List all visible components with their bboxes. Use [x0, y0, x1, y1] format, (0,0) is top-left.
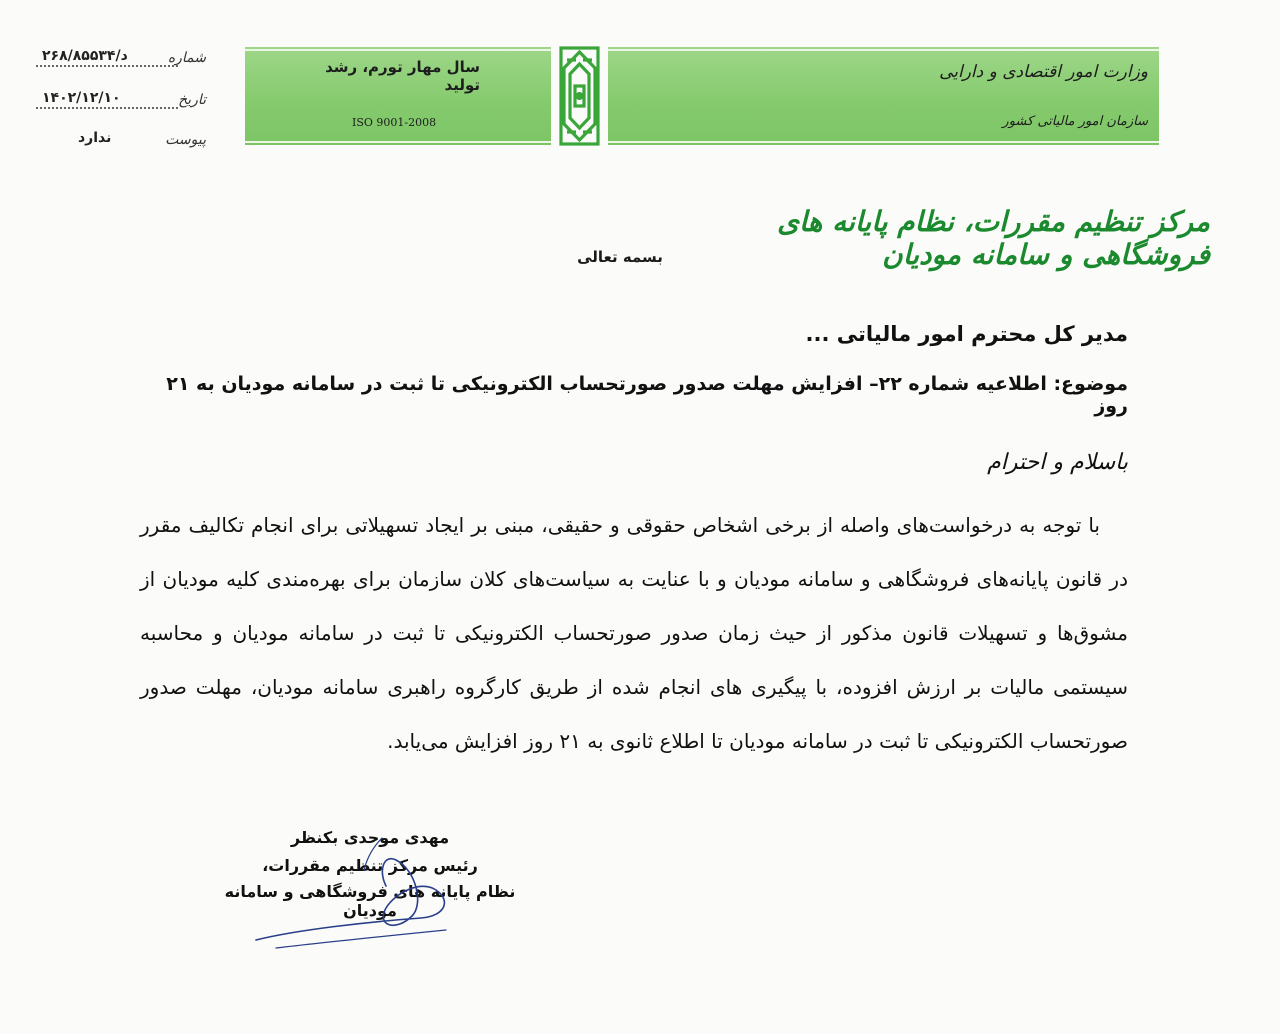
letter-body: با توجه به درخواست‌های واصله از برخی اشخاص حقوقی و حقیقی، مبنی بر ایجاد تسهیلاتی برای انجام تکالیف مقرر در قانون پایانه‌های فروشگاهی و سامانه مودیان و با عنایت به سیاست‌های کلان سازمان برای بهره‌مندی کلیه مودیان از مشوق‌ها و تسهیلات قانون مذکور از حیث زمان صدور صورتحساب الکترونیکی تا ثبت در سامانه مودیان و محاسبه سیستمی مالیات بر ارزش افزوده، با پیگیری های انجام شده از طریق کارگروه راهبری سامانه مودیان، مهلت صدور صورتحساب الکترونیکی تا ثبت در سامانه مودیان تا اطلاع ثانوی به ۲۱ روز افزایش می‌یابد. — [140, 513, 1128, 753]
tax-organization-emblem-icon — [551, 38, 608, 154]
letter-attachment-label: پیوست — [165, 132, 206, 148]
letter-number-row — [36, 48, 206, 70]
organization-name: سازمان امور مالیاتی کشور — [1002, 114, 1148, 129]
band-divider — [245, 141, 551, 143]
regulatory-center-name: مرکز تنظیم مقررات، نظام پایانه های فروشگاهی و سامانه مودیان — [777, 205, 1210, 271]
band-divider — [608, 141, 1159, 143]
year-slogan: سال مهار تورم، رشد تولید — [325, 58, 480, 94]
dotted-line — [36, 65, 178, 67]
signatory-name: مهدی موحدی بکنظر — [290, 828, 450, 847]
basmala: بسمه تعالی — [577, 248, 663, 266]
signatory-title-line2: نظام پایانه های فروشگاهی و سامانه مودیان — [224, 882, 516, 920]
recipient-line: مدیر کل محترم امور مالیاتی ... — [805, 322, 1128, 346]
letter-number-value: د/۲۶۸/۸۵۵۳۴ — [42, 48, 128, 64]
letter-date-row — [36, 90, 206, 112]
letter-number-label: شماره — [167, 50, 206, 66]
letter-date-label: تاریخ — [178, 92, 206, 108]
handwritten-signature-mark — [246, 830, 466, 960]
letter-attachment-row — [36, 130, 206, 152]
iso-certification: ISO 9001-2008 — [352, 116, 437, 129]
ministry-name: وزارت امور اقتصادی و دارایی — [939, 62, 1148, 82]
greeting-handwritten: باسلام و احترام — [987, 450, 1128, 475]
letter-date-value: ۱۴۰۲/۱۲/۱۰ — [42, 90, 121, 106]
signatory-title-line1: رئیس مرکز تنظیم مقررات، — [262, 856, 478, 875]
band-divider — [245, 49, 551, 51]
subject-line: موضوع: اطلاعیه شماره ۲۲– افزایش مهلت صدور صورتحساب الکترونیکی تا ثبت در سامانه مودیان به ۲۱ روز — [166, 373, 1128, 417]
dotted-line — [36, 107, 178, 109]
letter-attachment-value: ندارد — [78, 130, 112, 146]
band-divider — [608, 49, 1159, 51]
